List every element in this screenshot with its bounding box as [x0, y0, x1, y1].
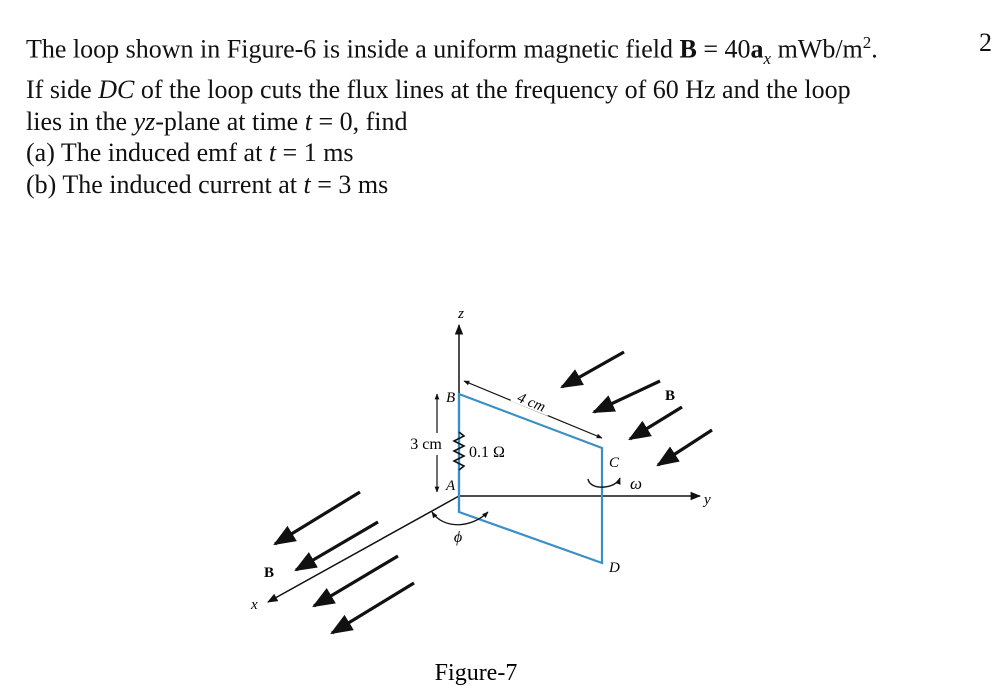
point-b-label: B [446, 390, 456, 406]
line1-end: . [871, 34, 878, 64]
line3-mid: -plane at time [155, 106, 305, 136]
part-b-pre: (b) The induced current at [26, 169, 304, 199]
field-label-left: B [264, 565, 275, 581]
part-a-time-symbol: t [268, 138, 277, 168]
phi-angle-arc [432, 512, 488, 525]
unit-superscript: 2 [862, 33, 872, 52]
question-marks: 2 [979, 28, 992, 57]
part-b-time-symbol: t [303, 169, 311, 199]
x-axis [268, 496, 459, 602]
point-a-label: A [446, 478, 456, 494]
point-d-label: D [609, 560, 620, 576]
field-label-right: B [665, 388, 676, 404]
line2-post: of the loop cuts the flux lines at the frequency of 60 Hz and the loop [134, 75, 851, 105]
time-symbol: t [304, 106, 312, 136]
field-unit: mWb/m [771, 34, 863, 64]
part-b-post: = 3 ms [310, 169, 389, 199]
rotation-arrow [588, 478, 620, 487]
side-label: DC [98, 75, 135, 105]
field-symbol: B [679, 34, 697, 64]
conducting-loop [459, 394, 602, 563]
height-label: 3 cm [410, 436, 442, 453]
field-arrows-left [275, 492, 414, 633]
plane-label: yz [133, 106, 156, 136]
omega-label: ω [630, 474, 643, 493]
resistor-label: 0.1 Ω [469, 444, 505, 461]
unit-vector-subscript: x [763, 48, 772, 68]
axis-y-label: y [704, 492, 711, 508]
axis-x-label: x [251, 597, 258, 613]
phi-label: ϕ [453, 529, 463, 546]
point-c-label: C [609, 455, 620, 471]
field-value: = 40 [696, 34, 751, 64]
figure-caption: Figure-7 [434, 660, 518, 686]
part-a-pre: (a) The induced emf at [26, 138, 269, 168]
line3-post: = 0, find [311, 106, 408, 136]
axis-z-label: z [458, 306, 464, 322]
field-arrows-right [562, 352, 712, 465]
unit-vector: a [750, 34, 764, 64]
line3-pre: lies in the [26, 106, 134, 136]
line1-text: The loop shown in Figure-6 is inside a uniform magnetic field [26, 34, 680, 64]
part-a-post: = 1 ms [276, 138, 354, 168]
width-label: 4 cm [514, 390, 548, 416]
line2-pre: If side [26, 75, 99, 105]
